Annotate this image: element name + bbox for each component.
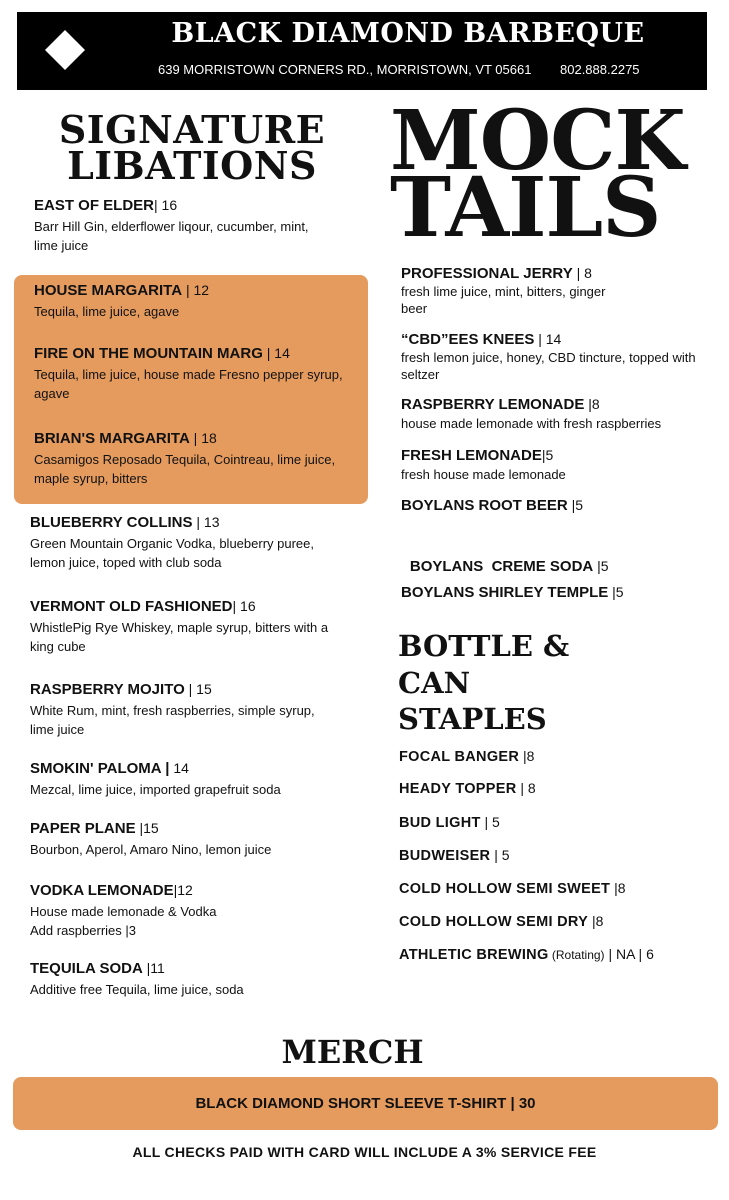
item-price: 14	[169, 760, 189, 776]
item-description: Barr Hill Gin, elderflower liqour, cucumber, mint, lime juice	[34, 219, 309, 253]
item-price: | 8	[572, 265, 592, 281]
heading-line: LIBATIONS	[67, 143, 317, 189]
item-description: fresh house made lemonade	[401, 467, 566, 482]
item-name: HOUSE MARGARITA	[34, 282, 183, 299]
item-price: |11	[142, 960, 165, 976]
item-name: COLD HOLLOW SEMI DRY	[399, 914, 589, 930]
item-price: | 14	[534, 331, 562, 347]
item-name: TEQUILA SODA	[30, 960, 143, 977]
item-price: |8	[584, 396, 600, 412]
item-price: |15	[135, 820, 159, 836]
menu-item	[399, 847, 510, 865]
item-name: FIRE ON THE MOUNTAIN MARG	[34, 345, 263, 362]
item-description: Additive free Tequila, lime juice, soda	[30, 982, 244, 997]
item-name: COLD HOLLOW SEMI SWEET	[399, 881, 611, 897]
item-name: BLUEBERRY COLLINS	[30, 514, 193, 531]
heading-line: BOTTLE &	[398, 629, 570, 663]
item-name: ATHLETIC BREWING	[399, 947, 549, 963]
menu-item	[401, 331, 701, 383]
menu-item	[30, 820, 350, 859]
menu-item	[30, 681, 320, 739]
item-price: | 12	[182, 282, 210, 298]
item-name: BUD LIGHT	[399, 815, 481, 831]
heading-line: CAN	[398, 665, 471, 700]
menu-item	[399, 913, 603, 931]
item-name: PROFESSIONAL JERRY	[401, 265, 573, 282]
item-name: PAPER PLANE	[30, 820, 136, 837]
merch-item: BLACK DIAMOND SHORT SLEEVE T-SHIRT | 30	[195, 1095, 536, 1112]
menu-item	[34, 345, 344, 403]
menu-item	[34, 430, 354, 488]
menu-item	[30, 598, 330, 656]
item-price: |5	[593, 558, 609, 574]
item-price: |8	[610, 880, 626, 896]
item-description: fresh lime juice, mint, bitters, ginger beer	[401, 284, 606, 316]
item-price: |5	[567, 497, 583, 513]
item-description: Bourbon, Aperol, Amaro Nino, lemon juice	[30, 842, 272, 857]
item-price: | 5	[490, 847, 510, 863]
item-price: | NA | 6	[604, 946, 654, 962]
item-name: BUDWEISER	[399, 848, 491, 864]
heading-line: STAPLES	[398, 702, 547, 737]
signature-libations-heading	[22, 107, 362, 189]
menu-item	[30, 760, 350, 799]
heading-line: MOCK	[390, 93, 685, 189]
menu-item	[401, 265, 621, 317]
item-description: Tequila, lime juice, agave	[34, 304, 180, 319]
item-name: BOYLANS ROOT BEER	[401, 497, 568, 514]
item-price: | 16	[232, 598, 256, 614]
item-name: “CBD”EES KNEES	[401, 331, 535, 348]
item-name: VODKA LEMONADE	[30, 882, 174, 899]
heading-line: SIGNATURE	[58, 107, 326, 152]
menu-item	[399, 780, 536, 798]
item-description: Green Mountain Organic Vodka, blueberry puree, lemon juice, toped with club soda	[30, 536, 315, 570]
menu-item	[401, 540, 609, 576]
item-price: | 18	[189, 430, 217, 446]
item-price: |12	[173, 882, 193, 898]
item-description: WhistlePig Rye Whiskey, maple syrup, bitters with a king cube	[30, 620, 329, 654]
menu-item	[401, 447, 711, 484]
item-price: |8	[519, 748, 535, 764]
restaurant-phone: 802.888.2275	[560, 62, 640, 77]
menu-item	[401, 396, 711, 433]
menu-item	[401, 584, 624, 602]
mocktails-heading	[390, 93, 685, 257]
item-description: Casamigos Reposado Tequila, Cointreau, lime juice, maple syrup, bitters	[34, 452, 336, 486]
service-fee-note: ALL CHECKS PAID WITH CARD WILL INCLUDE A 3% SERVICE FEE	[132, 1144, 597, 1160]
restaurant-address: 639 MORRISTOWN CORNERS RD., MORRISTOWN, VT 05661	[158, 62, 532, 77]
menu-item	[34, 197, 334, 255]
item-name: HEADY TOPPER	[399, 781, 517, 797]
item-description: house made lemonade with fresh raspberries	[401, 416, 662, 431]
item-note: (Rotating)	[548, 948, 605, 962]
item-description: House made lemonade & Vodka	[30, 904, 217, 919]
item-description: fresh lemon juice, honey, CBD tincture, topped with seltzer	[401, 350, 696, 382]
merch-heading: MERCH	[281, 1033, 424, 1071]
diamond-logo-icon	[45, 30, 85, 70]
menu-item	[34, 282, 344, 321]
item-price: | 16	[154, 197, 178, 213]
item-name: BOYLANS CREME SODA	[409, 558, 594, 575]
item-price: | 8	[516, 780, 536, 796]
header-bar	[17, 12, 707, 90]
menu-item	[399, 880, 626, 898]
item-name: RASPBERRY MOJITO	[30, 681, 185, 698]
menu-item	[30, 960, 350, 999]
menu-item	[399, 946, 654, 964]
menu-item	[30, 882, 350, 940]
item-name: BOYLANS SHIRLEY TEMPLE	[401, 584, 609, 601]
bottle-can-staples-heading	[398, 628, 569, 738]
item-name: EAST OF ELDER	[34, 197, 155, 214]
item-price: |5	[608, 584, 624, 600]
menu-item	[401, 497, 583, 515]
item-name: FRESH LEMONADE	[401, 447, 542, 464]
item-price: | 15	[184, 681, 212, 697]
item-description: Tequila, lime juice, house made Fresno pepper syrup, agave	[34, 367, 343, 401]
item-price: | 5	[480, 814, 500, 830]
item-name: BRIAN'S MARGARITA	[34, 430, 190, 447]
menu-item	[30, 514, 320, 572]
item-name: RASPBERRY LEMONADE	[401, 396, 585, 413]
item-description: White Rum, mint, fresh raspberries, simple syrup, lime juice	[30, 703, 315, 737]
item-price: | 14	[262, 345, 290, 361]
item-name: VERMONT OLD FASHIONED	[30, 598, 233, 615]
item-name: SMOKIN' PALOMA |	[30, 760, 170, 777]
menu-item	[399, 814, 500, 832]
item-price: | 13	[192, 514, 220, 530]
item-addon: Add raspberries |3	[30, 923, 136, 938]
heading-line: TAILS	[390, 160, 661, 257]
menu-item	[399, 748, 534, 766]
item-price: |8	[588, 913, 604, 929]
item-description: Mezcal, lime juice, imported grapefruit soda	[30, 782, 281, 797]
item-name: FOCAL BANGER	[399, 749, 520, 765]
restaurant-name: BLACK DIAMOND BARBEQUE	[171, 18, 645, 49]
item-price: |5	[541, 447, 554, 463]
